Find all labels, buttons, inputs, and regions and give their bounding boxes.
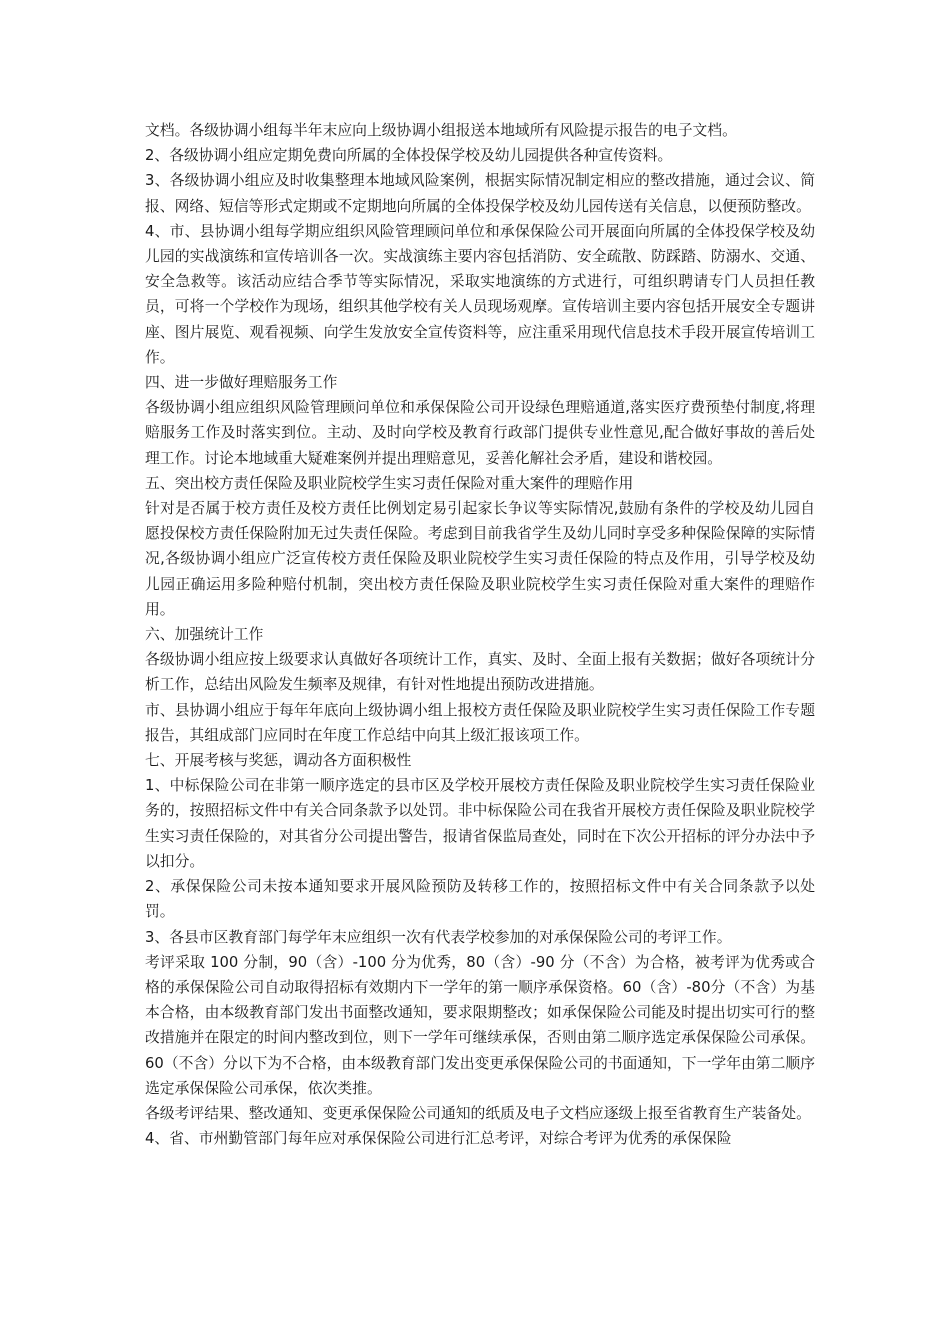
section-heading-5: 五、突出校方责任保险及职业院校学生实习责任保险对重大案件的理赔作用 [145, 474, 634, 492]
paragraph-item-4-drills: 4、市、县协调小组每学期应组织风险管理顾问单位和承保保险公司开展面向所属的全体投保学校及幼儿园的实战演练和宣传培训各一次。实战演练主要内容包括消防、安全疏散、防踩踏、防溺水、交通、安全急救等。该活动应结合季节等实际情况，采取实地演练的方式进行，可组织聘请专门人员担任教员，可将一个学校作为现场，组织其他学校有关人员现场观摩。宣传培训主要内容包括开展安全专题讲座、图片展览、观看视频、向学生发放安全宣传资料等，应注重采用现代信息技术手段开展宣传培训工作。 [145, 222, 815, 366]
paragraph-results-reporting: 各级考评结果、整改通知、变更承保保险公司通知的纸质及电子文档应逐级上报至省教育生产装备处。 [145, 1104, 811, 1122]
section-heading-6: 六、加强统计工作 [145, 626, 264, 644]
paragraph-item-4-summary: 4、省、市州勤管部门每年应对承保保险公司进行汇总考评，对综合考评为优秀的承保保险 [145, 1130, 732, 1148]
paragraph-claims-service: 各级协调小组应组织风险管理顾问单位和承保保险公司开设绿色理赔通道,落实医疗费预垫付制度,将理赔服务工作及时落实到位。主动、及时向学校及教育行政部门提供专业性意见,配合做好事故的善后处理工作。讨论本地域重大疑难案例并提出理赔意见，妥善化解社会矛盾，建设和谐校园。 [145, 399, 815, 467]
paragraph-item-3-risk-cases: 3、各级协调小组应及时收集整理本地域风险案例，根据实际情况制定相应的整改措施，通过会议、简报、网络、短信等形式定期或不定期地向所属的全体投保学校及幼儿园传送有关信息，以便预防整改。 [145, 172, 815, 215]
paragraph-item-3-evaluation: 3、各县市区教育部门每学年末应组织一次有代表学校参加的对承保保险公司的考评工作。 [145, 928, 732, 946]
paragraph-risk-report-docs: 文档。各级协调小组每半年末应向上级协调小组报送本地域所有风险提示报告的电子文档。 [145, 122, 737, 139]
paragraph-item-2-publicity: 2、各级协调小组应定期免费向所属的全体投保学校及幼儿园提供各种宣传资料。 [145, 147, 673, 165]
paragraph-item-2-penalties: 2、承保保险公司未按本通知要求开展风险预防及转移工作的，按照招标文件中有关合同条款予以处罚。 [145, 878, 815, 921]
paragraph-liability-insurance: 针对是否属于校方责任及校方责任比例划定易引起家长争议等实际情况,鼓励有条件的学校及幼儿园自愿投保校方责任保险附加无过失责任保险。考虑到目前我省学生及幼儿同时享受多种保险保障的实际情况,各级协调小组应广泛宣传校方责任保险及职业院校学生实习责任保险的特点及作用，引导学校及幼儿园正确运用多险种赔付机制，突出校方责任保险及职业院校学生实习责任保险对重大案件的理赔作用。 [145, 500, 815, 618]
paragraph-annual-report: 市、县协调小组应于每年年底向上级协调小组上报校方责任保险及职业院校学生实习责任保险工作专题报告，其组成部门应同时在年度工作总结中向其上级汇报该项工作。 [145, 701, 815, 744]
document-page [145, 118, 815, 1151]
paragraph-statistics: 各级协调小组应按上级要求认真做好各项统计工作，真实、及时、全面上报有关数据；做好各项统计分析工作，总结出风险发生频率及规律，有针对性地提出预防改进措施。 [145, 651, 815, 694]
paragraph-scoring-rules: 考评采取 100 分制，90（含）-100 分为优秀，80（含）-90 分（不含）为合格，被考评为优秀或合格的承保保险公司自动取得招标有效期内下一学年的第一顺序承保资格。60（含）-80分（不含）为基本合格，由本级教育部门发出书面整改通知，要求限期整改；如承保保险公司能及时提出切实可行的整改措施并在限定的时间内整改到位，则下一学年可继续承保，否则由第二顺序选定承保保险公司承保。60（不含）分以下为不合格，由本级教育部门发出变更承保保险公司的书面通知，下一学年由第二顺序选定承保保险公司承保，依次类推。 [145, 953, 815, 1097]
section-heading-4: 四、进一步做好理赔服务工作 [145, 374, 338, 392]
section-heading-7: 七、开展考核与奖惩，调动各方面积极性 [145, 752, 412, 770]
paragraph-item-1-penalties: 1、中标保险公司在非第一顺序选定的县市区及学校开展校方责任保险及职业院校学生实习责任保险业务的，按照招标文件中有关合同条款予以处罚。非中标保险公司在我省开展校方责任保险及职业院校学生实习责任保险的，对其省分公司提出警告，报请省保监局查处，同时在下次公开招标的评分办法中予以扣分。 [145, 777, 815, 870]
